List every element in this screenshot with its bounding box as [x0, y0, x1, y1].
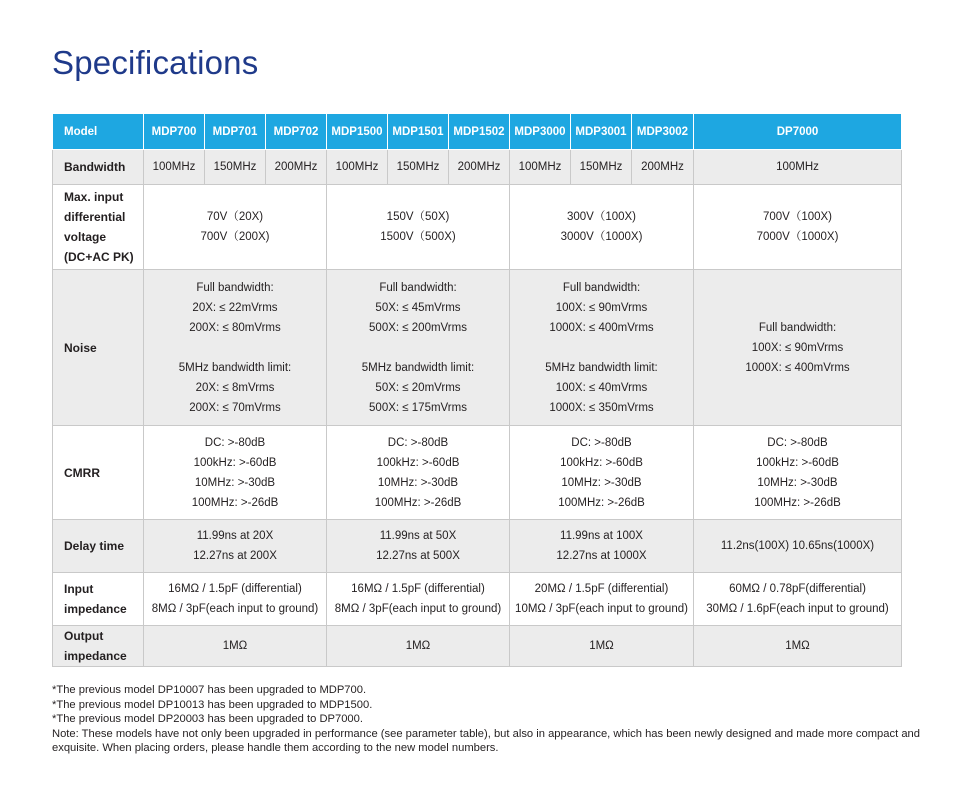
cell-line: 1000X: ≤ 350mVrms — [549, 401, 654, 414]
header-row — [53, 114, 902, 150]
cell-line: 16MΩ / 1.5pF (differential) — [168, 583, 302, 595]
row-label: Noise — [53, 270, 144, 426]
row-label — [53, 573, 144, 626]
header-model-label: Model — [53, 114, 144, 150]
cell-line: 20MΩ / 1.5pF (differential) — [534, 583, 669, 595]
row-label: Delay time — [53, 520, 144, 573]
cell-line: DC: >-80dB — [767, 436, 828, 449]
table-cell: 150MHz — [388, 150, 449, 185]
page-title: Specifications — [52, 44, 259, 81]
cell-gap — [328, 338, 508, 358]
cell-line: 300V（100X) — [566, 211, 637, 223]
table-cell: 100MHz — [327, 150, 388, 185]
cell-line: 700V（100X) — [762, 211, 833, 223]
table-cell — [510, 426, 694, 520]
cell-line: 200X: ≤ 70mVrms — [189, 401, 281, 414]
table-cell: 1MΩ — [510, 626, 694, 667]
table-cell — [327, 270, 510, 426]
table-cell — [144, 270, 327, 426]
cell-line: 1000X: ≤ 400mVrms — [745, 361, 850, 374]
header-model: DP7000 — [694, 114, 902, 150]
cell-gap — [145, 338, 325, 358]
cell-line: 12.27ns at 200X — [193, 550, 277, 562]
row-output-impedance — [53, 626, 902, 667]
footnote: *The previous model DP10013 has been upgraded to MDP1500. — [52, 698, 373, 711]
cell-line: 150V（50X) — [386, 211, 450, 223]
cell-line: Full bandwidth: — [562, 281, 641, 294]
cell-line: 20X: ≤ 22mVrms — [192, 301, 278, 314]
cell-line: Full bandwidth: — [379, 281, 457, 294]
row-delay-time — [53, 520, 902, 573]
table-cell — [510, 185, 694, 270]
row-label: Bandwidth — [53, 150, 144, 185]
table-cell: 150MHz — [205, 150, 266, 185]
cell-line: 100X: ≤ 90mVrms — [751, 341, 844, 354]
cell-line: 50X: ≤ 45mVrms — [375, 301, 461, 314]
header-model: MDP1501 — [388, 114, 449, 150]
cell-line: 500X: ≤ 175mVrms — [369, 401, 467, 414]
table-cell — [144, 520, 327, 573]
header-model: MDP3002 — [632, 114, 694, 150]
table-cell — [694, 426, 902, 520]
table-cell: 100MHz — [510, 150, 571, 185]
row-label-line: Max. input — [64, 190, 124, 204]
header-model: MDP701 — [205, 114, 266, 150]
cell-line: 50X: ≤ 20mVrms — [375, 381, 461, 394]
row-input-impedance — [53, 573, 902, 626]
cell-line: 70V（20X) — [206, 211, 264, 223]
footnote: Note: These models have not only been upgraded in performance (see parameter table), but also in appearance, which has been newly designed and made more compact and exquisite. When placing orders, please handle them according to the new model numbers. — [52, 727, 920, 755]
cell-line: 20X: ≤ 8mVrms — [195, 381, 275, 394]
cell-line: DC: >-80dB — [571, 436, 632, 449]
cell-line: 200X: ≤ 80mVrms — [189, 321, 281, 334]
header-model: MDP1502 — [449, 114, 510, 150]
table-cell — [694, 573, 902, 626]
cell-line: 10MHz: >-30dB — [561, 476, 642, 489]
table-cell — [510, 520, 694, 573]
cell-line: 11.99ns at 100X — [560, 530, 643, 542]
cell-line: DC: >-80dB — [204, 436, 266, 449]
cell-line: 8MΩ / 3pF(each input to ground) — [334, 603, 502, 615]
table-cell — [327, 185, 510, 270]
table-cell — [327, 426, 510, 520]
row-bandwidth — [53, 150, 902, 185]
header-model: MDP1500 — [327, 114, 388, 150]
row-max-input-voltage — [53, 185, 902, 270]
table-cell — [144, 573, 327, 626]
table-cell — [327, 573, 510, 626]
cell-line: 1500V（500X) — [380, 231, 456, 243]
footnotes — [52, 683, 922, 756]
table-cell — [694, 185, 902, 270]
cell-line: 8MΩ / 3pF(each input to ground) — [151, 603, 319, 615]
table-cell: 100MHz — [144, 150, 205, 185]
cell-line: 100MHz: >-26dB — [374, 496, 462, 509]
cell-line: 11.2ns(100X) 10.65ns(1000X) — [720, 540, 875, 552]
cell-line: 11.99ns at 20X — [196, 530, 274, 542]
row-cmrr — [53, 426, 902, 520]
table-cell: 200MHz — [266, 150, 327, 185]
cell-line: 100kHz: >-60dB — [756, 456, 839, 469]
cell-line: 1000X: ≤ 400mVrms — [549, 321, 654, 334]
cell-line: 100X: ≤ 90mVrms — [555, 301, 648, 314]
row-label-line: Input — [64, 582, 94, 596]
cell-line: 100MHz: >-26dB — [754, 496, 841, 509]
row-label-line: differential — [64, 210, 126, 224]
cell-line: 11.99ns at 50X — [379, 530, 457, 542]
header-model: MDP3001 — [571, 114, 632, 150]
row-label-line: voltage — [64, 230, 107, 244]
cell-gap — [511, 338, 692, 358]
cell-line: 700V（200X) — [200, 231, 270, 243]
table-cell — [144, 426, 327, 520]
table-cell: 150MHz — [571, 150, 632, 185]
row-label-line: impedance — [64, 649, 127, 663]
table-cell: 200MHz — [632, 150, 694, 185]
cell-line: 100kHz: >-60dB — [376, 456, 460, 469]
cell-line: 16MΩ / 1.5pF (differential) — [351, 583, 485, 595]
footnote: *The previous model DP10007 has been upgraded to MDP700. — [52, 684, 367, 696]
table-cell — [694, 270, 902, 426]
cell-line: 7000V（1000X) — [756, 231, 839, 243]
cell-line: DC: >-80dB — [387, 436, 449, 449]
cell-line: 10MΩ / 3pF(each input to ground) — [515, 603, 688, 615]
specifications-table — [52, 113, 902, 667]
table-cell — [510, 573, 694, 626]
cell-line: 12.27ns at 500X — [376, 550, 460, 562]
cell-line: 100MHz: >-26dB — [191, 496, 279, 509]
cell-line: 12.27ns at 1000X — [556, 550, 647, 562]
table-cell: 100MHz — [694, 150, 902, 185]
row-label — [53, 626, 144, 667]
table-cell — [327, 520, 510, 573]
table-cell — [694, 520, 902, 573]
cell-line: 3000V（1000X) — [560, 231, 643, 243]
cell-line: 10MHz: >-30dB — [194, 476, 276, 489]
cell-line: 100X: ≤ 40mVrms — [555, 381, 648, 394]
table-cell — [144, 185, 327, 270]
cell-line: 500X: ≤ 200mVrms — [369, 321, 467, 334]
header-model: MDP702 — [266, 114, 327, 150]
cell-line: 10MHz: >-30dB — [377, 476, 459, 489]
cell-line: 30MΩ / 1.6pF(each input to ground) — [706, 603, 889, 615]
row-label-line: (DC+AC PK) — [64, 250, 134, 264]
cell-line: 10MHz: >-30dB — [757, 476, 838, 489]
header-model: MDP700 — [144, 114, 205, 150]
cell-line: 5MHz bandwidth limit: — [545, 361, 658, 374]
table-cell: 1MΩ — [694, 626, 902, 667]
row-label-line: impedance — [64, 602, 127, 616]
cell-line: 5MHz bandwidth limit: — [361, 361, 475, 374]
row-noise — [53, 270, 902, 426]
row-label-line: Output — [64, 629, 104, 643]
table-cell: 1MΩ — [144, 626, 327, 667]
table-cell: 1MΩ — [327, 626, 510, 667]
cell-line: 5MHz bandwidth limit: — [178, 361, 292, 374]
cell-line: 60MΩ / 0.78pF(differential) — [729, 583, 866, 595]
cell-line: Full bandwidth: — [758, 321, 837, 334]
cell-line: Full bandwidth: — [196, 281, 274, 294]
table-cell: 200MHz — [449, 150, 510, 185]
cell-line: 100MHz: >-26dB — [558, 496, 645, 509]
cell-line: 100kHz: >-60dB — [560, 456, 643, 469]
footnote: *The previous model DP20003 has been upgraded to DP7000. — [52, 713, 363, 726]
cell-line: 100kHz: >-60dB — [193, 456, 277, 469]
table-cell — [510, 270, 694, 426]
row-label: CMRR — [53, 426, 144, 520]
header-model: MDP3000 — [510, 114, 571, 150]
row-label — [53, 185, 144, 270]
